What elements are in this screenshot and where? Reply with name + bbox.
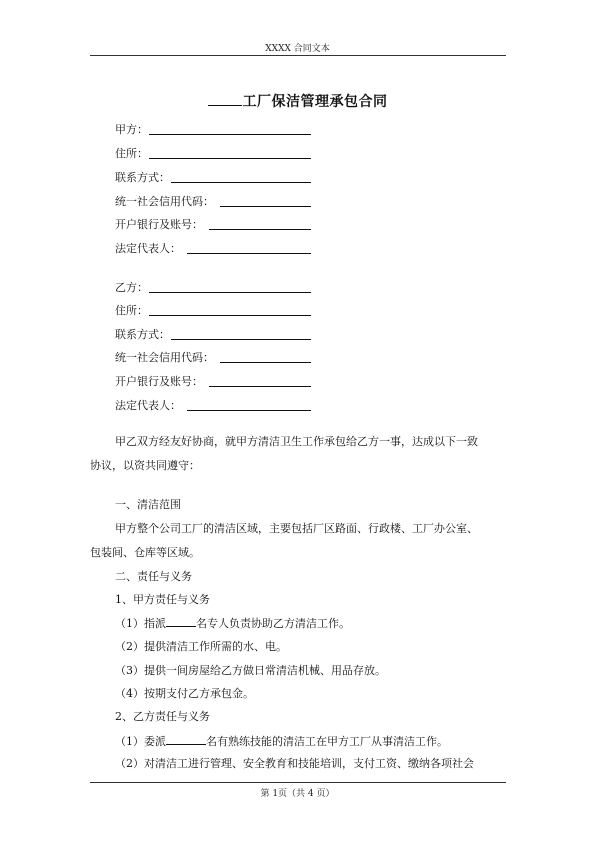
preamble-line-1: 甲乙双方经友好协商，就甲方清洁卫生工作承包给乙方一事，达成以下一致: [115, 435, 478, 448]
party-a-legal-rep-field: [115, 241, 181, 257]
party-a-duty-4: （4）按期支付乙方承包金。: [115, 687, 254, 700]
document-title: [0, 91, 595, 111]
party-b-address-label: 住所：: [115, 304, 148, 317]
party-b-name-field: [115, 280, 148, 296]
party-a-legal-rep-label: 法定代表人：: [115, 242, 181, 255]
party-b-duty-2: （2）对清洁工进行管理、安全教育和技能培训，支付工资、缴纳各项社会: [115, 757, 474, 770]
party-b-legal-rep-field: [115, 398, 181, 414]
party-b-name-line[interactable]: [149, 292, 311, 293]
header-divider: [90, 55, 506, 56]
preamble-line-2: 协议，以资共同遵守：: [90, 459, 200, 472]
party-a-name-label: 甲方：: [115, 123, 148, 136]
party-a-contact-line[interactable]: [171, 182, 311, 183]
party-a-address-label: 住所：: [115, 147, 148, 160]
party-b-bank-line[interactable]: [209, 386, 311, 387]
party-b-duty-1-pre: （1）委派: [115, 735, 166, 748]
party-a-duty-1: [115, 615, 531, 632]
party-b-contact-line[interactable]: [171, 339, 311, 340]
party-a-address-line[interactable]: [149, 158, 311, 159]
staff-count-blank[interactable]: [166, 615, 196, 627]
section-1-line-1: 甲方整个公司工厂的清洁区域，主要包括厂区路面、行政楼、工厂办公室、: [115, 522, 478, 535]
party-b-legal-rep-line[interactable]: [187, 410, 311, 411]
party-a-legal-rep-line[interactable]: [187, 253, 311, 254]
party-a-bank-field: [115, 217, 203, 233]
party-a-contact-label: 联系方式：: [115, 171, 170, 184]
party-a-credit-code-label: 统一社会信用代码：: [115, 195, 214, 208]
party-b-address-line[interactable]: [149, 315, 311, 316]
party-b-credit-code-label: 统一社会信用代码：: [115, 351, 214, 364]
party-a-duty-1-post: 名专人负责协助乙方清洁工作。: [196, 617, 350, 630]
party-b-address-field: [115, 303, 148, 319]
section-1-line-2: 包装间、仓库等区域。: [90, 546, 200, 559]
party-b-contact-label: 联系方式：: [115, 328, 170, 341]
party-b-duties-heading: 2、乙方责任与义务: [115, 710, 210, 723]
party-b-credit-code-line[interactable]: [220, 362, 311, 363]
party-a-duty-1-pre: （1）指派: [115, 617, 166, 630]
party-a-name-field: [115, 122, 148, 138]
party-a-bank-line[interactable]: [209, 229, 311, 230]
party-b-contact-field: [115, 327, 170, 343]
header-text: XXXX 合同文本: [265, 44, 330, 54]
party-a-bank-label: 开户银行及账号：: [115, 218, 203, 231]
party-a-credit-code-line[interactable]: [220, 206, 311, 207]
title-blank: [208, 93, 242, 106]
party-a-name-line[interactable]: [149, 134, 311, 135]
party-b-credit-code-field: [115, 350, 214, 366]
footer-divider: [90, 782, 506, 783]
party-b-duty-1-post: 名有熟练技能的清洁工在甲方工厂从事清洁工作。: [206, 735, 448, 748]
party-a-contact-field: [115, 170, 170, 186]
party-b-name-label: 乙方：: [115, 281, 148, 294]
page-number: 第 1页（共 4 页）: [260, 789, 335, 799]
party-a-duties-heading: 1、甲方责任与义务: [115, 593, 210, 606]
cleaner-count-blank[interactable]: [166, 733, 206, 745]
party-b-duty-1: [115, 733, 531, 750]
party-b-legal-rep-label: 法定代表人：: [115, 399, 181, 412]
party-a-credit-code-field: [115, 194, 214, 210]
section-2-heading: 二、责任与义务: [115, 570, 192, 583]
party-b-bank-field: [115, 374, 203, 390]
section-1-heading: 一、清洁范围: [115, 498, 181, 511]
party-a-address-field: [115, 146, 148, 162]
party-a-duty-3: （3）提供一间房屋给乙方做日常清洁机械、用品存放。: [115, 664, 386, 677]
party-a-duty-2: （2）提供清洁工作所需的水、电。: [115, 640, 287, 653]
party-b-bank-label: 开户银行及账号：: [115, 375, 203, 388]
title-text: 工厂保洁管理承包合同: [242, 94, 388, 110]
